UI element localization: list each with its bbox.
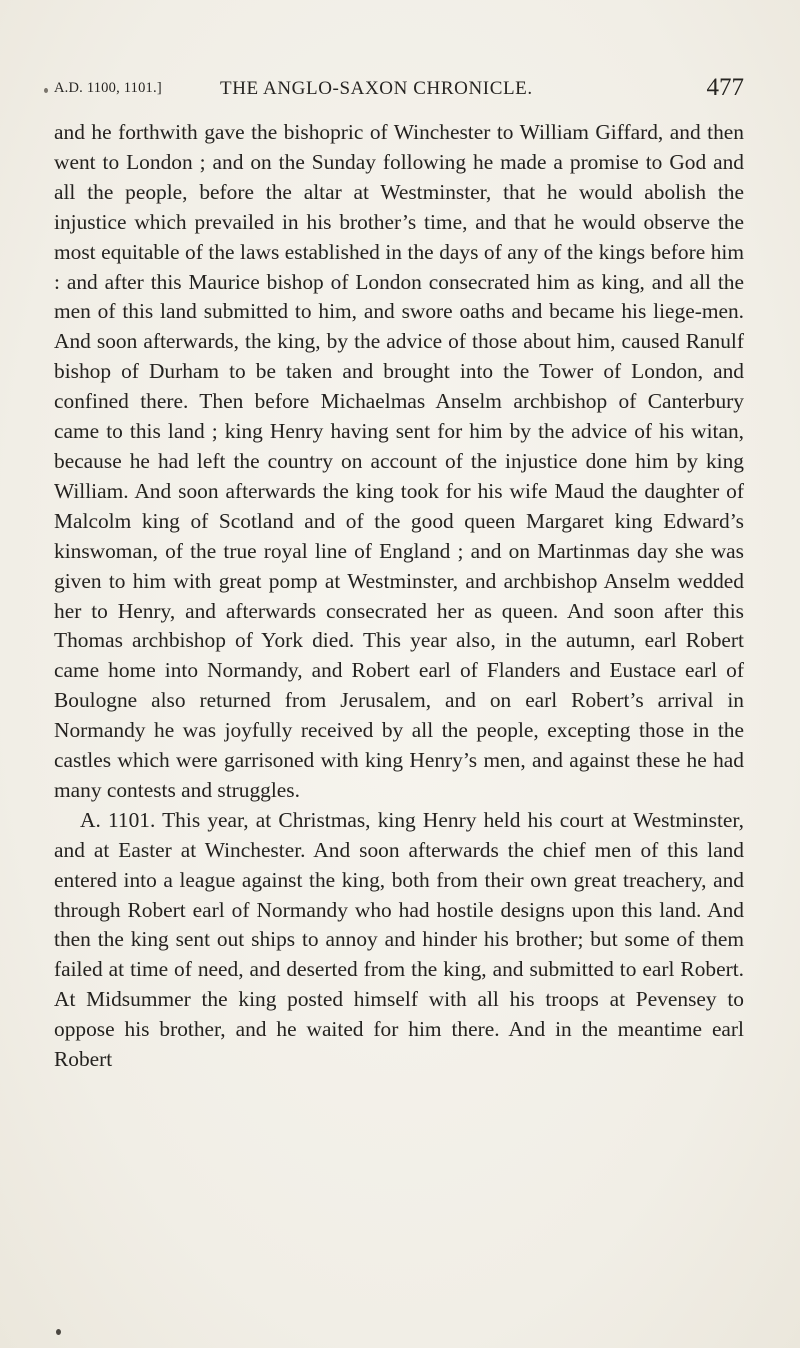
running-head-years: A.D. 1100, 1101.] [54, 80, 162, 96]
paragraph-1101: A. 1101. This year, at Christmas, king Henry held his court at Westminster, and at Easter at Winchester. And soon afterwards the chief men of this land entered into a league against the king, both from their own great treachery, and through Robert earl of Normandy who had hostile designs upon this land. And then the king sent out ships to annoy and hinder his brother; but some of them failed at time of need, and deserted from the king, and submitted to earl Robert. At Midsummer the king posted himself with all his troops at Pevensey to oppose his brother, and he waited for him there. And in the meantime earl Robert [54, 807, 744, 1072]
running-head [54, 76, 744, 106]
paragraph-1100-continuation: and he forthwith gave the bishopric of Winchester to William Giffard, and then went to London ; and on the Sunday following he made a promise to God and all the people, before the altar at Westminster, that he would abolish the injustice which prevailed in his brother’s time, and that he would observe the most equitable of the laws established in the days of any of the kings before him : and after this Maurice bishop of London consecrated him as king, and all the men of this land submitted to him, and swore oaths and became his liege-men. And soon afterwards, the king, by the advice of those about him, caused Ranulf bishop of Durham to be taken and brought into the Tower of London, and confined there. Then before Michaelmas Anselm archbishop of Canterbury came to this land ; king Henry having sent for him by the advice of his witan, because he had left the country on account of the injustice done him by king William. And soon afterwards the king took for his wife Maud the daughter of Malcolm king of Scotland and of the good queen Margaret king Edward’s kinswoman, of the true royal line of England ; and on Martinmas day she was given to him with great pomp at Westminster, and archbishop Anselm wedded her to Henry, and afterwards consecrated her as queen. And soon after this Thomas archbishop of York died. This year also, in the autumn, earl Robert came home into Normandy, and Robert earl of Flanders and Eustace earl of Boulogne also returned from Jerusalem, and on earl Robert’s arrival in Normandy he was joyfully received by all the people, excepting those in the castles which were garrisoned with king Henry’s men, and against these he had many contests and struggles. [54, 120, 744, 802]
ink-speck [56, 1329, 61, 1335]
body-text [54, 118, 744, 1075]
running-head-title: THE ANGLO-SAXON CHRONICLE. [220, 78, 533, 99]
page-number: 477 [706, 74, 744, 101]
margin-mark [44, 88, 48, 93]
